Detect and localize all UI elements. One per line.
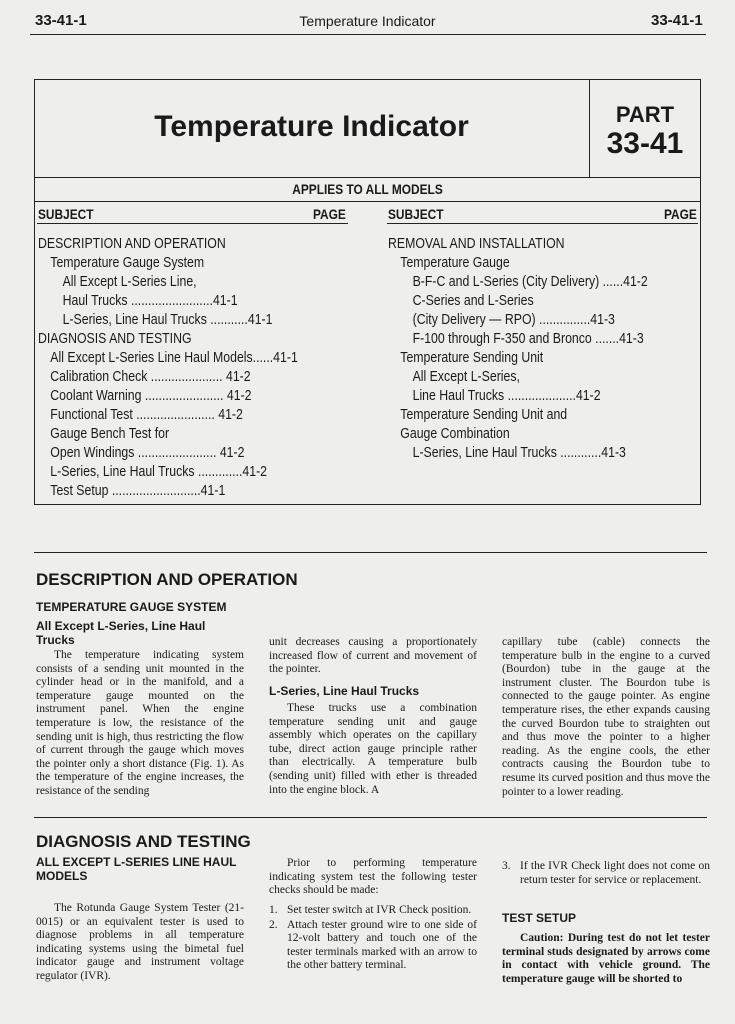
test-step-text: Set tester switch at IVR Check position. [287, 904, 472, 916]
test-step-text: If the IVR Check light does not come on return tester for service or replacement. [520, 860, 710, 886]
toc-left-entry: L-Series, Line Haul Trucks .............41-2 [50, 463, 268, 480]
test-step [502, 860, 710, 887]
toc-left-entry: Coolant Warning ....................... 41-2 [50, 387, 252, 404]
part-cell [590, 80, 700, 178]
section-rule-1 [34, 552, 707, 553]
toc-left-entry: Test Setup ..........................41-1 [50, 482, 226, 499]
title-cell [35, 80, 590, 178]
toc-left-entry: Open Windings ....................... 41-2 [50, 444, 245, 461]
toc-left-entry: All Except L-Series Line, [62, 273, 197, 290]
toc-left [38, 234, 355, 500]
desc-paragraph-2: unit decreases causing a proportionately increased flow of current and movement of the pointer. [269, 636, 477, 676]
applies-row [35, 178, 700, 202]
toc-left-subject-header: SUBJECT [38, 206, 94, 222]
toc-right-entry: C-Series and L-Series [412, 292, 534, 309]
header-rule [30, 34, 706, 35]
diag-paragraph-2: Prior to performing temperature indicating system test the following tester checks should be made: [269, 857, 477, 897]
desc-paragraph-4: capillary tube (cable) connects the temperature bulb in the engine to a curved (Bourdon) tube in the gauge at the instrument cluster. The Bourdon tube is connected to the gauge pointer. As engine temperature rises, the ether expands causing the curved Bourdon tube to straighten out and thus move the pointer to a higher reading. As the engine cools, the ether contracts causing the Bourdon tube to resume its curved position and thus move the pointer to a lower reading. [502, 636, 710, 798]
toc-right-entry: Temperature Sending Unit [400, 349, 544, 366]
toc-left-header-rule [37, 223, 348, 224]
diagnosis-heading: DIAGNOSIS AND TESTING [36, 832, 251, 851]
toc-right-entry: F-100 through F-350 and Bronco .......41-3 [412, 330, 644, 347]
test-steps-3 [502, 860, 710, 888]
test-step-number: 3. [502, 860, 511, 872]
test-step-number: 2. [269, 918, 278, 931]
toc-left-page-header: PAGE [313, 206, 346, 222]
toc-right-entry: Temperature Sending Unit and [400, 406, 568, 423]
page-number-right: 33-41-1 [651, 12, 703, 29]
section-rule-2 [34, 817, 707, 818]
toc-right-header-rule [387, 223, 698, 224]
caution-text: Caution: During test do not let tester terminal studs designated by arrows come in contact with vehicle ground. The temperature gauge will be shorted to [502, 932, 710, 985]
test-step-text: Attach tester ground wire to one side of 12-volt battery and touch one of the tester terminals marked with an arrow to the other battery terminal. [287, 918, 477, 972]
desc-paragraph-3: These trucks use a combination temperature sending unit and gauge assembly which operates on the capillary tube, direct action gauge principle rather than electrically. A temperature bulb (sending unit) filled with ether is threaded into the engine block. A [269, 702, 477, 796]
test-step-number: 1. [269, 904, 278, 916]
toc-left-entry: Gauge Bench Test for [50, 425, 170, 442]
toc-right-entry: All Except L-Series, [412, 368, 520, 385]
all-except-models-heading: ALL EXCEPT L-SERIES LINE HAUL MODELS [36, 855, 237, 883]
toc-right-entry: L-Series, Line Haul Trucks ............41-3 [412, 444, 626, 461]
toc-left-entry: All Except L-Series Line Haul Models......41-1 [50, 349, 298, 366]
toc-right-page-header: PAGE [664, 206, 697, 222]
toc-right [388, 234, 705, 462]
part-label: PART [615, 102, 675, 127]
diag-paragraph-1: The Rotunda Gauge System Tester (21-0015) or an equivalent tester is used to diagnose problems in all temperature indicating systems using the bimetal fuel indicator gauge and instrument voltage regulator (IVR). [36, 902, 244, 982]
desc-paragraph-1: The temperature indicating system consists of a sending unit mounted in the cylinder head or in the manifold, and a temperature gauge mounted on the instrument panel. When the engine temperature is low, the resistance of the sending unit is high, thus restricting the flow of current through the gauge which moves the pointer only a short distance (Fig. 1). As the temperature of the engine increases, the resistance of the sending [36, 649, 244, 797]
toc-left-entry: DIAGNOSIS AND TESTING [38, 330, 192, 347]
description-heading: DESCRIPTION AND OPERATION [36, 570, 298, 589]
toc-right-entry: B-F-C and L-Series (City Delivery) ......41-2 [412, 273, 648, 290]
toc-right-entry: Line Haul Trucks ....................41-2 [412, 387, 601, 404]
toc-left-entry: Temperature Gauge System [50, 254, 205, 271]
part-title: Temperature Indicator [154, 110, 469, 143]
running-title: Temperature Indicator [299, 13, 436, 29]
applies-text: APPLIES TO ALL MODELS [292, 181, 443, 197]
toc-right-subject-header: SUBJECT [388, 206, 444, 222]
test-step [269, 904, 477, 918]
lseries-heading: L-Series, Line Haul Trucks [269, 684, 420, 698]
page-number-left: 33-41-1 [35, 12, 87, 29]
part-number: 33-41 [606, 127, 684, 160]
toc-left-entry: Functional Test ....................... 41-2 [50, 406, 243, 423]
all-except-heading: All Except L-Series, Line Haul Trucks [36, 619, 206, 647]
toc-left-entry: Haul Trucks ........................41-1 [62, 292, 238, 309]
title-box [34, 79, 701, 505]
toc-right-entry: REMOVAL AND INSTALLATION [388, 235, 565, 252]
toc-right-entry: Temperature Gauge [400, 254, 510, 271]
toc-right-entry: (City Delivery — RPO) ...............41-3 [412, 311, 615, 328]
toc-left-entry: L-Series, Line Haul Trucks ...........41-1 [62, 311, 273, 328]
test-setup-heading: TEST SETUP [502, 911, 577, 925]
toc-right-entry: Gauge Combination [400, 425, 510, 442]
toc-left-entry: Calibration Check ..................... 41-2 [50, 368, 251, 385]
temp-gauge-system-heading: TEMPERATURE GAUGE SYSTEM [36, 600, 227, 614]
test-step [269, 919, 477, 973]
toc-left-entry: DESCRIPTION AND OPERATION [38, 235, 226, 252]
test-steps-1-2 [269, 904, 477, 974]
